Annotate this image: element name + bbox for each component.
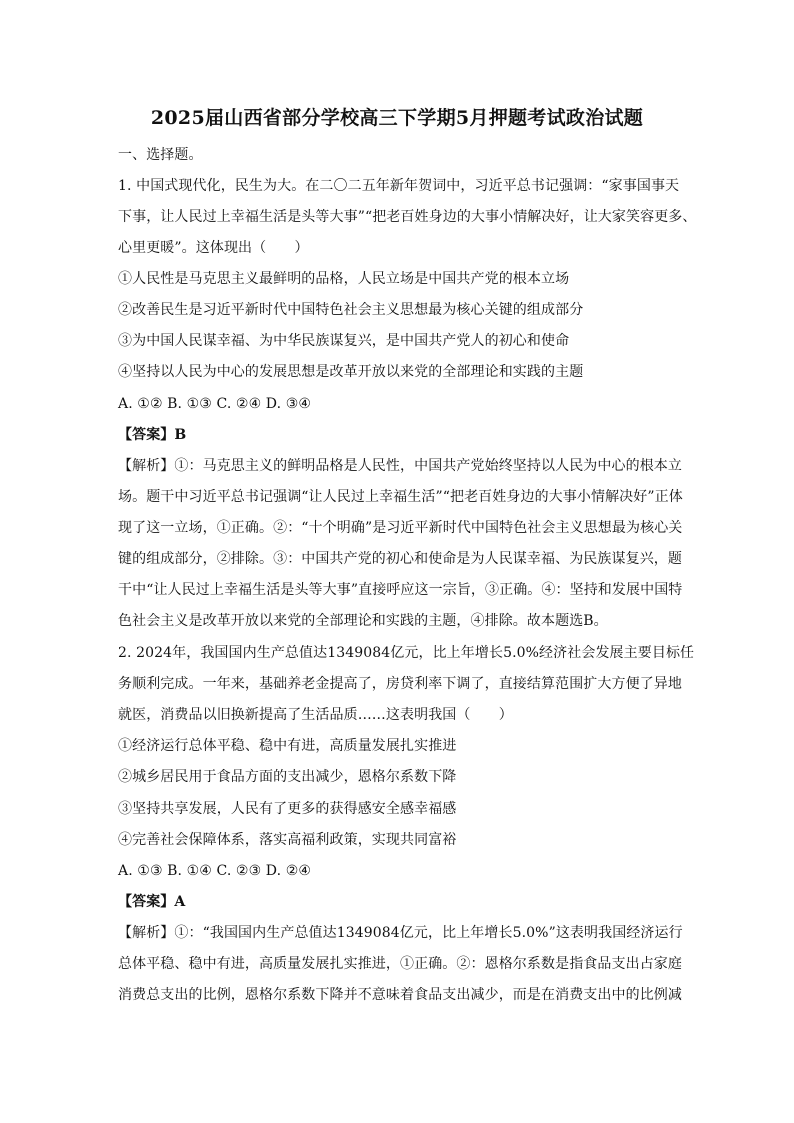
q2-stem-line-3: 就医，消费品以旧换新提高了生活品质……这表明我国（ ）: [118, 707, 513, 723]
section-heading: 一、选择题。: [118, 147, 203, 163]
q1-answer: 【答案】B: [118, 427, 187, 443]
q1-stem-line-1: 1. 中国式现代化，民生为大。在二〇二五年新年贺词中，习近平总书记强调：“家事国事天: [118, 178, 680, 194]
q1-option-1: ①人民性是马克思主义最鲜明的品格，人民立场是中国共产党的根本立场: [118, 271, 570, 287]
q2-stem-line-1: 2. 2024年，我国国内生产总值达1349084亿元，比上年增长5.0%经济社会发展主要目标任: [118, 645, 695, 661]
q2-analysis-line-1: 【解析】①：“我国国内生产总值达1349084亿元，比上年增长5.0%”这表明我国经济运行: [118, 925, 683, 941]
q1-option-3: ③为中国人民谋幸福、为中华民族谋复兴，是中国共产党人的初心和使命: [118, 333, 570, 349]
q1-analysis-line-2: 场。题干中习近平总书记强调“让人民过上幸福生活”“把老百姓身边的大事小情解决好”正体: [118, 489, 683, 505]
q2-answer: 【答案】A: [118, 894, 186, 910]
q2-analysis-line-2: 总体平稳、稳中有进，高质量发展扎实推进，①正确。②：恩格尔系数是指食品支出占家庭: [118, 956, 682, 972]
q2-option-2: ②城乡居民用于食品方面的支出减少，恩格尔系数下降: [118, 769, 457, 785]
q1-stem-line-2: 下事，让人民过上幸福生活是头等大事”“把老百姓身边的大事小情解决好，让大家笑容更多、: [118, 209, 697, 225]
page-title: 2025届山西省部分学校高三下学期5月押题考试政治试题: [150, 107, 644, 129]
q1-analysis-line-6: 色社会主义是改革开放以来党的全部理论和实践的主题，④排除。故本题选B。: [118, 613, 608, 629]
q1-analysis-line-1: 【解析】①：马克思主义的鲜明品格是人民性，中国共产党始终坚持以人民为中心的根本立: [118, 458, 682, 474]
q1-option-2: ②改善民生是习近平新时代中国特色社会主义思想最为核心关键的组成部分: [118, 302, 584, 318]
q1-choices: A. ①② B. ①③ C. ②④ D. ③④: [118, 396, 311, 412]
q1-analysis-line-5: 干中“让人民过上幸福生活是头等大事”直接呼应这一宗旨，③正确。④：坚持和发展中国特: [118, 582, 683, 598]
q2-choices: A. ①③ B. ①④ C. ②③ D. ②④: [118, 863, 311, 879]
q1-analysis-line-3: 现了这一立场，①正确。②：“十个明确”是习近平新时代中国特色社会主义思想最为核心关: [118, 520, 683, 536]
q1-stem-line-3: 心里更暖”。这体现出（ ）: [118, 240, 309, 256]
q2-stem-line-2: 务顺利完成。一年来，基础养老金提高了，房贷利率下调了，直接结算范围扩大方便了异地: [118, 676, 682, 692]
q2-option-4: ④完善社会保障体系，落实高福利政策，实现共同富裕: [118, 832, 457, 848]
q2-analysis-line-3: 消费总支出的比例，恩格尔系数下降并不意味着食品支出减少，而是在消费支出中的比例减: [118, 987, 682, 1003]
q2-option-3: ③坚持共享发展，人民有了更多的获得感安全感幸福感: [118, 801, 457, 817]
q1-option-4: ④坚持以人民为中心的发展思想是改革开放以来党的全部理论和实践的主题: [118, 364, 584, 380]
q1-analysis-line-4: 键的组成部分，②排除。③：中国共产党的初心和使命是为人民谋幸福、为民族谋复兴，题: [118, 551, 682, 567]
q2-option-1: ①经济运行总体平稳、稳中有进，高质量发展扎实推进: [118, 738, 457, 754]
